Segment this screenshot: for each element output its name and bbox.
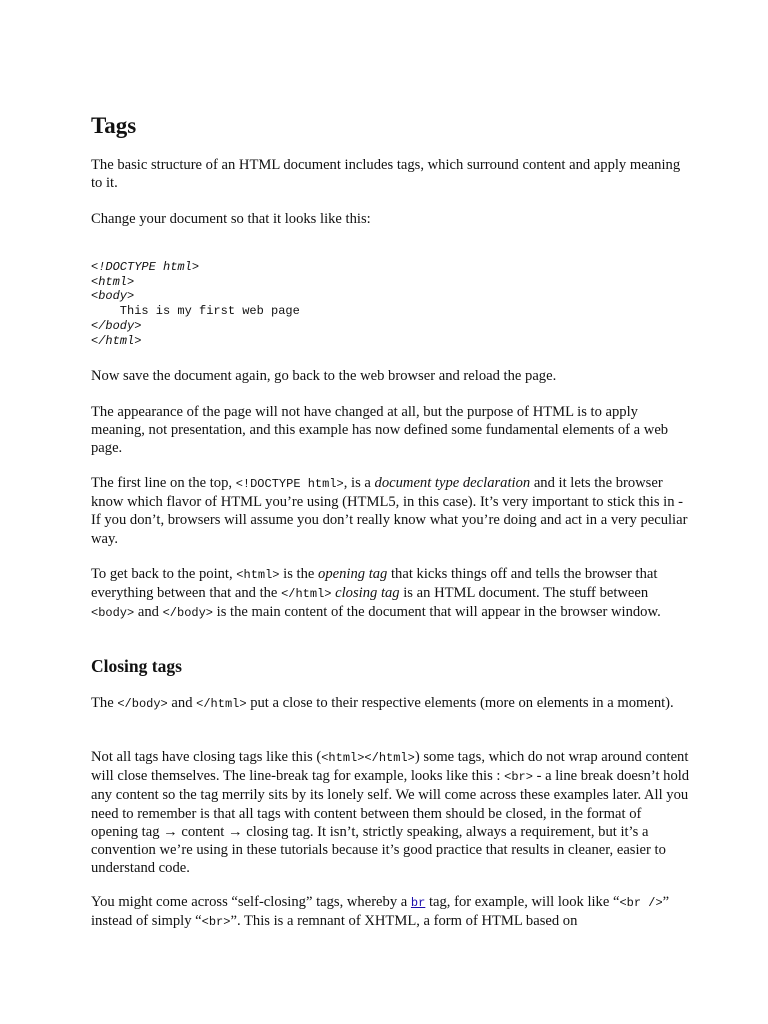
inline-code: </html>	[281, 587, 332, 602]
instruction-paragraph: Change your document so that it looks like this:	[91, 211, 371, 227]
inline-code: </body>	[162, 606, 214, 621]
inline-code: <html>	[236, 568, 280, 582]
code-line: <!DOCTYPE html>	[91, 260, 200, 274]
doctype-paragraph: The first line on the top, <!DOCTYPE html>, is a document type declaration and it lets the browser know which flavor of HTML you’re using (HTML5, in this case). It’s very important to stick this in - If you don’t, browsers will assume you don’t really know what you’re doing and act in a very peculiar way.	[91, 475, 688, 547]
code-line: <html>	[91, 274, 135, 289]
br-tag-link[interactable]: br	[410, 896, 426, 910]
code-example	[91, 260, 300, 348]
closing-tags-paragraph: The </body> and </html> put a close to their respective elements (more on elements in a moment).	[91, 695, 674, 711]
appearance-paragraph: The appearance of the page will not have changed at all, but the purpose of HTML is to apply meaning, not presentation, and this example has now defined some fundamental elements of a web page.	[91, 404, 669, 457]
inline-code: <br>	[201, 915, 231, 930]
emphasis: document type declaration	[374, 475, 531, 491]
section-heading: Closing tags	[91, 656, 182, 676]
emphasis: opening tag	[318, 566, 388, 582]
xhtml-paragraph: You might come across “self-closing” tags, whereby a br tag, for example, will look like “<br />” instead of simply “<br>”. This is a remnant of XHTML, a form of HTML based on	[91, 894, 670, 930]
emphasis: closing tag	[335, 585, 400, 602]
inline-code: <br />	[619, 896, 663, 910]
inline-code: </body>	[117, 697, 168, 711]
self-closing-paragraph: Not all tags have closing tags like this (<html></html>) some tags, which do not wrap around content will close themselves. The line-break tag for example, looks like this : <br> - a line break doesn’t hold any content so the tag merrily sits by its lonely self. We will come across these examples later. All you need to remember is that all tags with content between them should be closed, in the format of opening tag → content → closing tag. It isn’t, strictly speaking, always a requirement, but it’s a convention we’re using in these tutorials because it’s good practice that results in cleaner, easier to understand code.	[91, 749, 690, 877]
code-line: </html>	[91, 333, 142, 348]
intro-paragraph: The basic structure of an HTML document includes tags, which surround content and apply meaning to it.	[91, 157, 681, 192]
inline-code: <body>	[91, 606, 135, 621]
opening-tag-paragraph: To get back to the point, <html> is the opening tag that kicks things off and tells the browser that everything between that and the </html> closing tag is an HTML document. The stuff between <body> and </body> is the main content of the document that will appear in the browser window.	[91, 566, 661, 621]
inline-code: <html></html>	[321, 751, 415, 765]
inline-code: <!DOCTYPE html>	[235, 477, 344, 491]
inline-code: <br>	[504, 770, 533, 785]
save-paragraph: Now save the document again, go back to the web browser and reload the page.	[91, 368, 557, 384]
code-line: </body>	[91, 318, 142, 333]
code-line: <body>	[91, 289, 135, 304]
inline-code: </html>	[196, 697, 247, 711]
code-line: This is my first web page	[91, 304, 300, 319]
page-title: Tags	[91, 113, 137, 138]
